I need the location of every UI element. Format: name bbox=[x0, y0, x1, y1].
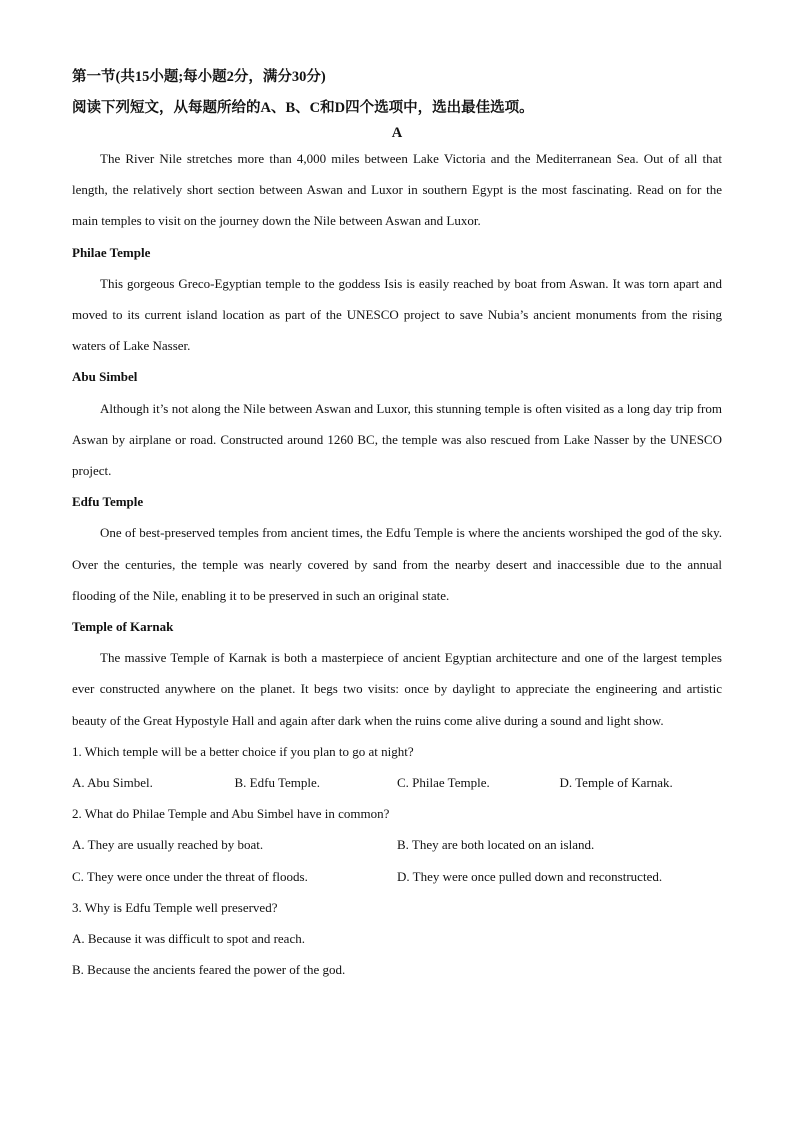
paragraph-temple-of-karnak: The massive Temple of Karnak is both a masterpiece of ancient Egyptian architecture and one of the largest temples ever constructed anywhere on the planet. It begs two visits: once by daylight to appreciate the engineering and artistic beauty of the Great Hypostyle Hall and again after dark when the ruins come alive during a sound and light show. bbox=[72, 650, 722, 728]
question-2-option-c[interactable]: C. They were once under the threat of floods. bbox=[72, 868, 308, 884]
heading-temple-of-karnak: Temple of Karnak bbox=[72, 619, 174, 634]
section-instructions: 阅读下列短文，从每题所给的A、B、C和D四个选项中，选出最佳选项。 bbox=[72, 100, 534, 116]
question-2-options-row-2 bbox=[72, 861, 722, 892]
exam-page bbox=[72, 66, 722, 985]
question-2-option-d[interactable]: D. They were once pulled down and reconstructed. bbox=[397, 868, 663, 884]
question-3-option-b[interactable]: B. Because the ancients feared the power of the god. bbox=[72, 962, 346, 978]
paragraph-abu-simbel: Although it’s not along the Nile between Aswan and Luxor, this stunning temple is often visited as a long day trip from Aswan by airplane or road. Constructed around 1260 BC, the temple was also rescued from Lake Nasser by the UNESCO project. bbox=[72, 400, 722, 478]
question-3-option-a[interactable]: A. Because it was difficult to spot and reach. bbox=[72, 930, 305, 946]
question-2-option-b[interactable]: B. They are both located on an island. bbox=[397, 837, 595, 853]
question-1-stem: 1. Which temple will be a better choice if you plan to go at night? bbox=[72, 743, 414, 759]
question-1-option-a[interactable]: A. Abu Simbel. bbox=[72, 774, 153, 790]
heading-edfu-temple: Edfu Temple bbox=[72, 494, 144, 510]
question-2-options-row-1 bbox=[72, 829, 722, 860]
passage-intro: The River Nile stretches more than 4,000 miles between Lake Victoria and the Mediterranean Sea. Out of all that length, the relatively short section between Aswan and Luxor in southern Egypt is the most fascinating. Read on for the main temples to visit on the journey down the Nile between Aswan and Luxor. bbox=[72, 151, 722, 229]
heading-abu-simbel: Abu Simbel bbox=[72, 369, 138, 385]
question-1-options bbox=[72, 767, 722, 798]
question-2-stem: 2. What do Philae Temple and Abu Simbel have in common? bbox=[72, 806, 390, 822]
passage-label: A bbox=[391, 125, 403, 141]
paragraph-edfu-temple: One of best-preserved temples from ancient times, the Edfu Temple is where the ancients worshiped the god of the sky. Over the centuries, the temple was nearly covered by sand from the nearby desert and inaccessible due to the annual flooding of the Nile, enabling it to be preserved in such an original state. bbox=[72, 525, 722, 603]
question-1-option-c[interactable]: C. Philae Temple. bbox=[397, 774, 490, 790]
question-3-stem: 3. Why is Edfu Temple well preserved? bbox=[72, 899, 278, 915]
heading-philae-temple: Philae Temple bbox=[72, 244, 151, 260]
section-title: 第一节(共15小题;每小题2分，满分30分) bbox=[72, 69, 326, 85]
question-1-option-b[interactable]: B. Edfu Temple. bbox=[234, 774, 321, 790]
question-2-option-a[interactable]: A. They are usually reached by boat. bbox=[72, 837, 264, 853]
question-1-option-d[interactable]: D. Temple of Karnak. bbox=[559, 774, 673, 790]
paragraph-philae-temple: This gorgeous Greco-Egyptian temple to the goddess Isis is easily reached by boat from Aswan. It was torn apart and moved to its current island location as part of the UNESCO project to save Nubia’s ancient monuments from the rising waters of Lake Nasser. bbox=[72, 275, 722, 354]
